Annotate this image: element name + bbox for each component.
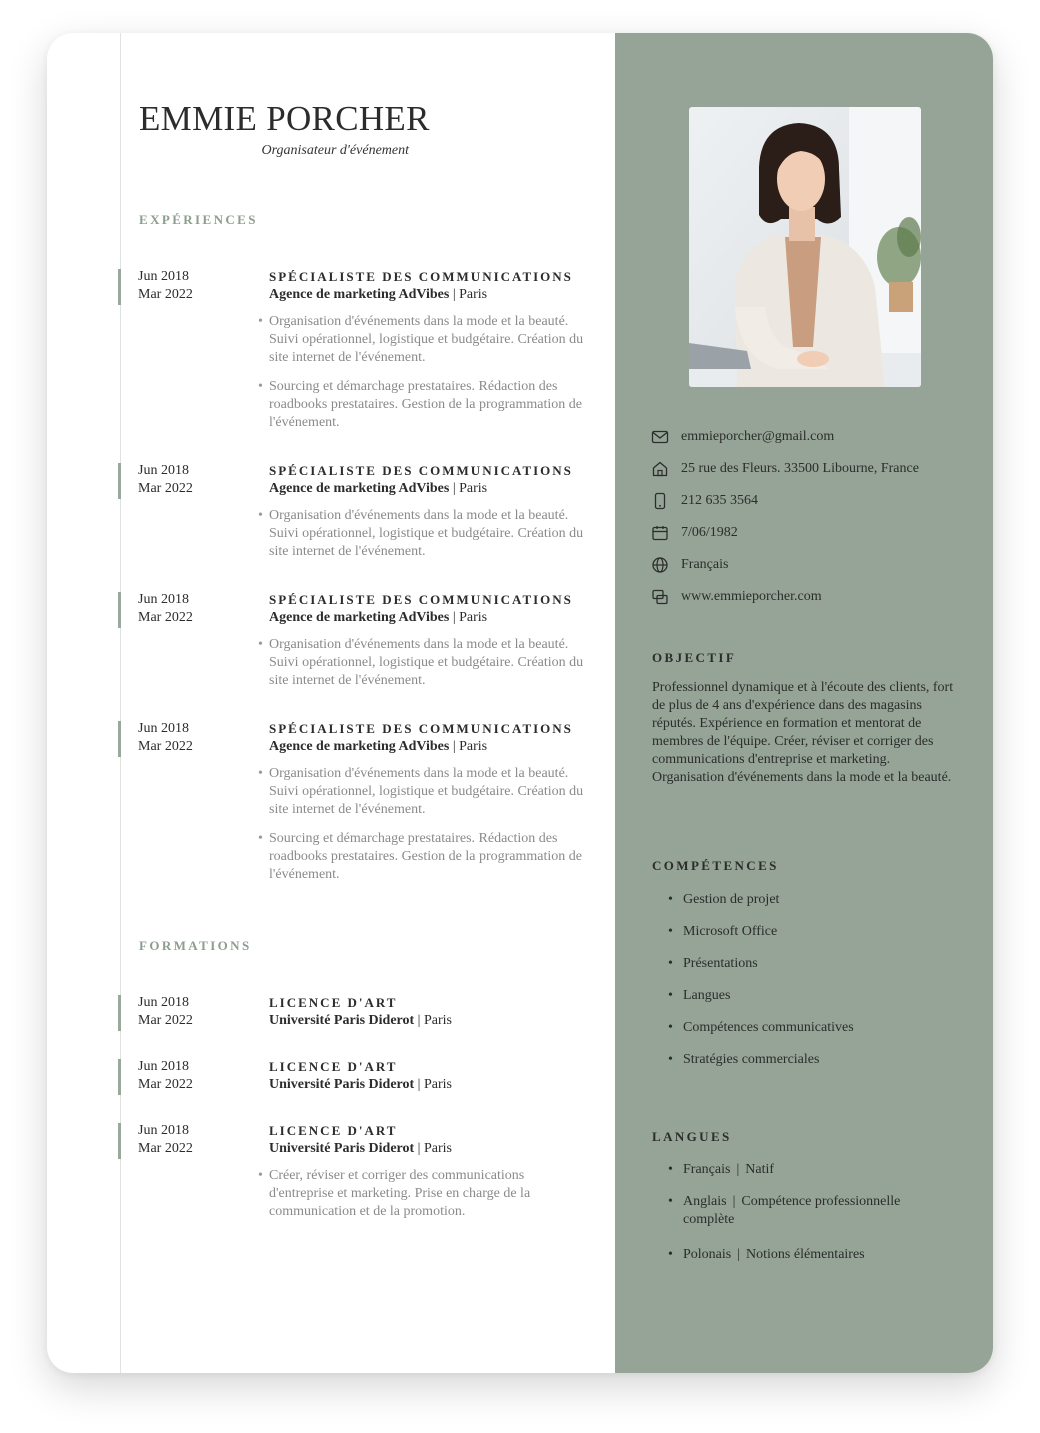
candidate-role: Organisateur d'événement (261, 143, 409, 158)
language-name: Anglais (683, 1194, 727, 1209)
language-level: Notions élémentaires (746, 1247, 865, 1262)
address-text: 25 rue des Fleurs. 33500 Libourne, France (681, 461, 919, 476)
entry-degree-title: LICENCE D'ART (269, 995, 398, 1010)
language-name: Français (683, 1162, 731, 1177)
phone-text[interactable]: 212 635 3564 (681, 493, 758, 508)
entry-bullet: • Créer, réviser et corriger des communications d'entreprise et marketing. Prise en charge de la communication et de la promotion. (257, 1167, 587, 1221)
objective-heading: OBJECTIF (652, 650, 737, 665)
language-level: Compétence professionnelle complète (683, 1194, 901, 1227)
entry-city: Paris (423, 1141, 452, 1156)
contact-birthdate (651, 517, 971, 549)
phone-icon (651, 492, 669, 510)
skill-item: • Langues (668, 987, 968, 1005)
entry-dates (138, 591, 193, 627)
entry-end-date: Mar 2022 (138, 1077, 193, 1092)
contact-language (651, 549, 971, 581)
language-level: Natif (745, 1162, 775, 1177)
home-icon (651, 460, 669, 478)
language-item: • Français | Natif (668, 1161, 948, 1179)
entry-dates (138, 720, 193, 756)
profile-photo (689, 107, 921, 387)
entry-end-date: Mar 2022 (138, 739, 193, 754)
entry-bullets (257, 636, 587, 701)
entry-job-title: SPÉCIALISTE DES COMMUNICATIONS (269, 592, 573, 607)
entry-start-date: Jun 2018 (138, 269, 189, 284)
candidate-name: EMMIE PORCHER (139, 99, 430, 138)
entry-accent-bar (118, 995, 121, 1031)
website-link[interactable]: www.emmieporcher.com (681, 589, 822, 604)
entry-city: Paris (423, 1077, 452, 1092)
entry-school-name: Université Paris Diderot (269, 1013, 415, 1028)
entry-bullet: • Organisation d'événements dans la mode et la beauté. Suivi opérationnel, logistique et budgétaire. Création du site internet de l'événement. (257, 765, 587, 819)
skill-item: • Microsoft Office (668, 923, 968, 941)
entry-school-name: Université Paris Diderot (269, 1141, 415, 1156)
entry-accent-bar (118, 1123, 121, 1159)
languages-heading: LANGUES (652, 1129, 732, 1144)
objective-text: Professionnel dynamique et à l'écoute des clients, fort de plus de 4 ans d'expérience dans des magasins réputés. Expérience en formation et mentorat de membres de l'équipe. Créer, réviser et corriger des communications d'entreprise et marketing. Organisation d'événements dans la mode et la beauté. (652, 680, 954, 785)
website-icon (651, 588, 669, 606)
entry-start-date: Jun 2018 (138, 721, 189, 736)
entry-accent-bar (118, 592, 121, 628)
entry-accent-bar (118, 269, 121, 305)
contact-phone (651, 485, 971, 517)
entry-company-name: Agence de marketing AdVibes (269, 481, 450, 496)
portrait-illustration (689, 107, 921, 387)
entry-bullet: • Organisation d'événements dans la mode et la beauté. Suivi opérationnel, logistique et budgétaire. Création du site internet de l'événement. (257, 636, 587, 690)
skill-item: • Gestion de projet (668, 891, 968, 909)
entry-bullets (257, 507, 587, 572)
globe-icon (651, 556, 669, 574)
entry-job-title: SPÉCIALISTE DES COMMUNICATIONS (269, 463, 573, 478)
contact-list (651, 421, 971, 613)
entry-company-name: Agence de marketing AdVibes (269, 739, 450, 754)
language-item: • Anglais | Compétence professionnelle complète (668, 1193, 948, 1229)
entry-bullet: • Sourcing et démarchage prestataires. Rédaction des roadbooks prestataires. Gestion de la programmation de l'événement. (257, 830, 587, 884)
entry-degree-title: LICENCE D'ART (269, 1123, 398, 1138)
entry-city: Paris (459, 481, 488, 496)
entry-accent-bar (118, 721, 121, 757)
entry-school-name: Université Paris Diderot (269, 1077, 415, 1092)
entry-company: Agence de marketing AdVibes | Paris (269, 481, 488, 496)
entry-bullets (257, 313, 587, 443)
entry-start-date: Jun 2018 (138, 995, 189, 1010)
entry-start-date: Jun 2018 (138, 592, 189, 607)
entry-dates (138, 268, 193, 304)
entry-company-name: Agence de marketing AdVibes (269, 287, 450, 302)
mail-icon (651, 428, 669, 446)
entry-company: Agence de marketing AdVibes | Paris (269, 610, 488, 625)
entry-end-date: Mar 2022 (138, 481, 193, 496)
entry-dates (138, 1058, 193, 1094)
entry-dates (138, 462, 193, 498)
entry-start-date: Jun 2018 (138, 1123, 189, 1138)
language-item: • Polonais | Notions élémentaires (668, 1246, 948, 1264)
entry-company-name: Agence de marketing AdVibes (269, 610, 450, 625)
email-text[interactable]: emmieporcher@gmail.com (681, 429, 835, 444)
contact-website (651, 581, 971, 613)
entry-start-date: Jun 2018 (138, 1059, 189, 1074)
resume-page (47, 33, 993, 1373)
entry-end-date: Mar 2022 (138, 1013, 193, 1028)
contact-email (651, 421, 971, 453)
entry-start-date: Jun 2018 (138, 463, 189, 478)
entry-company: Agence de marketing AdVibes | Paris (269, 287, 488, 302)
entry-bullet: • Sourcing et démarchage prestataires. Rédaction des roadbooks prestataires. Gestion de la programmation de l'événement. (257, 378, 587, 432)
language-name: Polonais (683, 1247, 732, 1262)
sidebar (615, 33, 993, 1373)
calendar-icon (651, 524, 669, 542)
experiences-heading: EXPÉRIENCES (139, 212, 258, 227)
entry-company: Agence de marketing AdVibes | Paris (269, 739, 488, 754)
entry-job-title: SPÉCIALISTE DES COMMUNICATIONS (269, 721, 573, 736)
entry-accent-bar (118, 463, 121, 499)
entry-end-date: Mar 2022 (138, 287, 193, 302)
skill-item: • Stratégies commerciales (668, 1051, 968, 1069)
entry-school: Université Paris Diderot | Paris (269, 1013, 452, 1028)
entry-school: Université Paris Diderot | Paris (269, 1141, 452, 1156)
entry-city: Paris (459, 610, 488, 625)
skills-list (668, 891, 968, 1083)
entry-dates (138, 994, 193, 1030)
entry-accent-bar (118, 1059, 121, 1095)
entry-job-title: SPÉCIALISTE DES COMMUNICATIONS (269, 269, 573, 284)
entry-degree-title: LICENCE D'ART (269, 1059, 398, 1074)
entry-bullet: • Organisation d'événements dans la mode et la beauté. Suivi opérationnel, logistique et budgétaire. Création du site internet de l'événement. (257, 313, 587, 367)
skill-item: • Présentations (668, 955, 968, 973)
entry-bullets (257, 765, 587, 895)
entry-end-date: Mar 2022 (138, 1141, 193, 1156)
entry-school: Université Paris Diderot | Paris (269, 1077, 452, 1092)
entry-dates (138, 1122, 193, 1158)
language-text: Français (681, 557, 729, 572)
entry-city: Paris (459, 287, 488, 302)
languages-list (668, 1161, 948, 1278)
entry-bullet: • Organisation d'événements dans la mode et la beauté. Suivi opérationnel, logistique et budgétaire. Création du site internet de l'événement. (257, 507, 587, 561)
main-column (47, 33, 615, 1373)
entry-bullets (257, 1167, 587, 1232)
formations-heading: FORMATIONS (139, 938, 252, 953)
birthdate-text: 7/06/1982 (681, 525, 738, 540)
contact-address (651, 453, 971, 485)
entry-end-date: Mar 2022 (138, 610, 193, 625)
entry-city: Paris (423, 1013, 452, 1028)
skill-item: • Compétences communicatives (668, 1019, 968, 1037)
skills-heading: COMPÉTENCES (652, 858, 779, 873)
entry-city: Paris (459, 739, 488, 754)
